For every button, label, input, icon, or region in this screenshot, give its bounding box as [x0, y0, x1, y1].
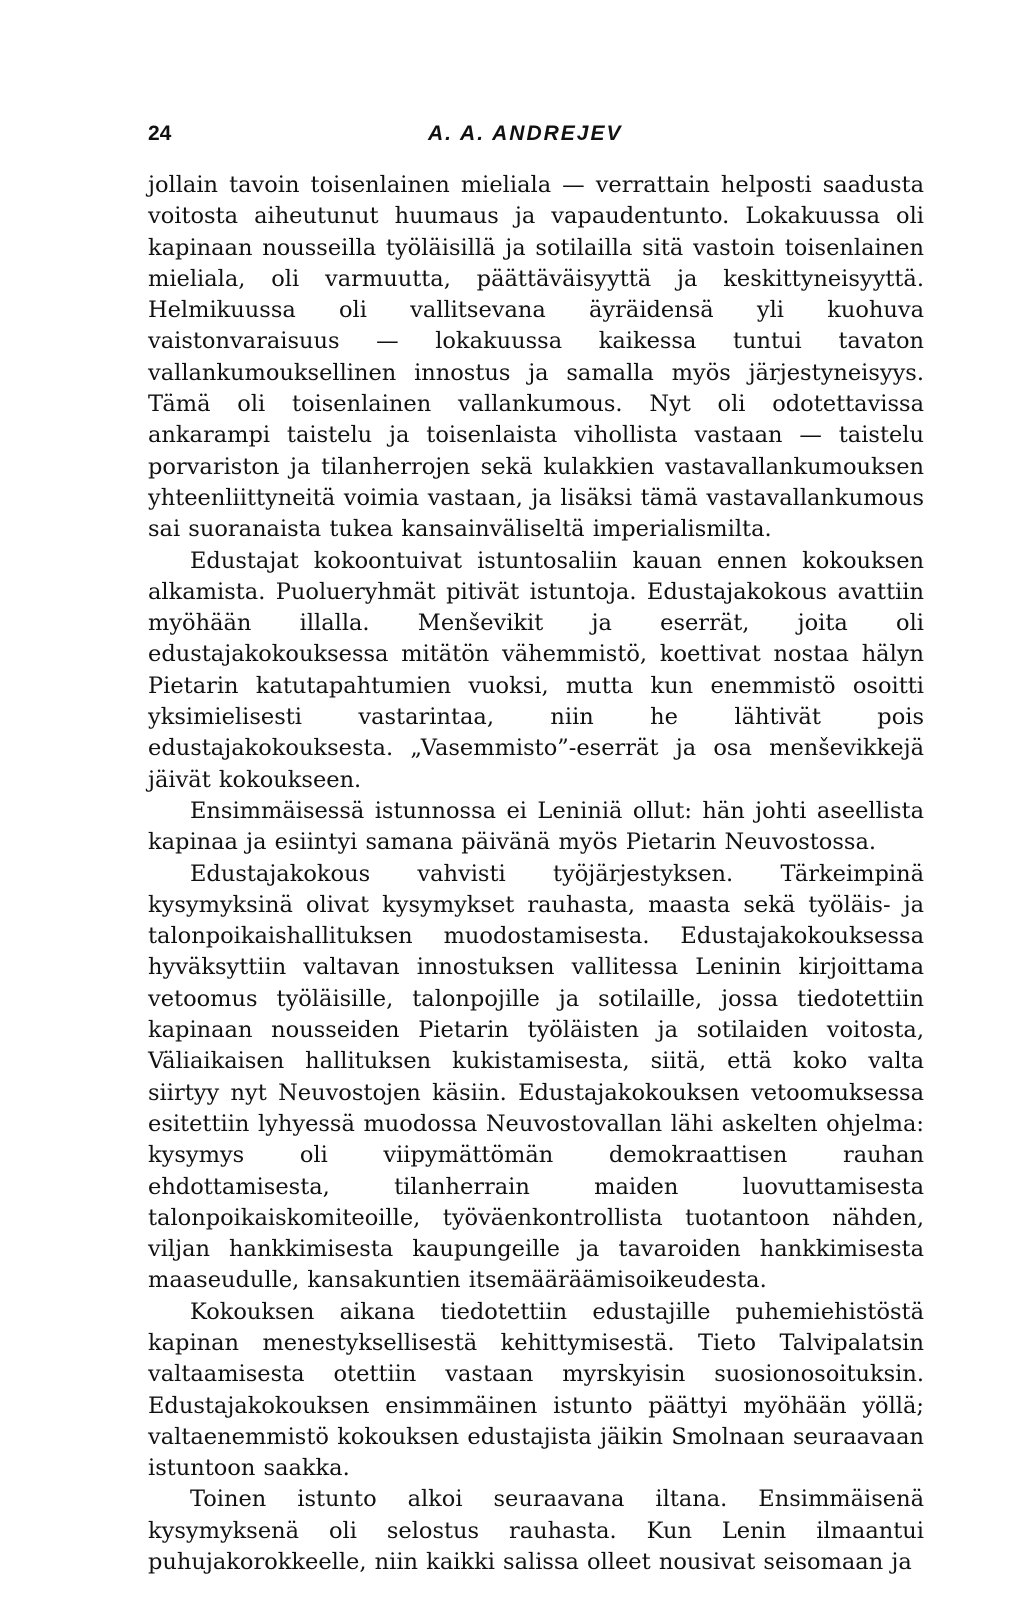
paragraph-3: Ensimmäisessä istunnossa ei Leniniä ollut: hän johti aseellista kapinaa ja esiintyi samana päivänä myös Pietarin Neuvostossa.	[148, 797, 924, 856]
paragraph-5: Kokouksen aikana tiedotettiin edustajille puhemiehistöstä kapinan menestyksellisestä kehittymisestä. Tieto Talvipalatsin valtaamisesta otettiin vastaan myrskyisin suosionosoituksin. Edustajakokouksen ensimmäinen istunto päättyi myöhään yöllä; valtaenemmistö kokouksen edustajista jäikin Smolnaan seuraavaan istuntoon saakka.	[148, 1298, 924, 1482]
body-text	[148, 170, 924, 1578]
book-page	[148, 118, 924, 1578]
running-head-author: A. A. ANDREJEV	[428, 122, 623, 145]
paragraph-2: Edustajat kokoontuivat istuntosaliin kauan ennen kokouksen alkamista. Puolueryhmät pitivät istuntoja. Edustajakokous avattiin myöhään illalla. Menševikit ja eserrät, joita oli edustajakokouksessa mitätön vähemmistö, koettivat nostaa hälyn Pietarin katutapahtumien vuoksi, mutta kun enemmistö osoitti yksimielisesti vastarintaa, niin he lähtivät pois edustajakokouksesta. „Vasemmisto”-eserrät ja osa menševikkejä jäivät kokoukseen.	[148, 547, 924, 793]
paragraph-6: Toinen istunto alkoi seuraavana iltana. Ensimmäisenä kysymyksenä oli selostus rauhasta. Kun Lenin ilmaantui puhujakorokkeelle, niin kaikki salissa olleet nousivat seisomaan ja	[148, 1486, 924, 1576]
paragraph-4: Edustajakokous vahvisti työjärjestyksen. Tärkeimpinä kysymyksinä olivat kysymykset rauhasta, maasta sekä työläis- ja talonpoikaishallituksen muodostamisesta. Edustajakokouksessa hyväksyttiin valtavan innostuksen vallitessa Leninin kirjoittama vetoomus työläisille, talonpojille ja sotilaille, jossa tiedotettiin kapinaan nousseiden Pietarin työläisten ja sotilaiden voitosta, Väliaikaisen hallituksen kukistamisesta, siitä, että koko valta siirtyy nyt Neuvostojen käsiin. Edustajakokouksen vetoomuksessa esitettiin lyhyessä muodossa Neuvostovallan lähi askelten ohjelma: kysymys oli viipymättömän demokraattisen rauhan ehdottamisesta, tilanherrain maiden luovuttamisesta talonpoikaiskomiteoille, työväenkontrollista tuotantoon nähden, viljan hankkimisesta kaupungeille ja tavaroiden hankkimisesta maaseudulle, kansakuntien itsemääräämisoikeudesta.	[148, 860, 924, 1294]
running-head	[148, 118, 924, 158]
page-number: 24	[148, 122, 172, 145]
paragraph-1: jollain tavoin toisenlainen mieliala — verrattain helposti saadusta voitosta aiheutunut huumaus ja vapaudentunto. Lokakuussa oli kapinaan nousseilla työläisillä ja sotilailla sitä vastoin toisenlainen mieliala, oli varmuutta, päättäväisyyttä ja keskittyneisyyttä. Helmikuussa oli vallitsevana äyräidensä yli kuohuva vaistonvaraisuus — lokakuussa kaikessa tuntui tavaton vallankumouksellinen innostus ja samalla myös järjestyneisyys. Tämä oli toisenlainen vallankumous. Nyt oli odotettavissa ankarampi taistelu ja toisenlaista vihollista vastaan — taistelu porvariston ja tilanherrojen sekä kulakkien vastavallankumouksen yhteenliittyneitä voimia vastaan, ja lisäksi tämä vastavallankumous sai suoranaista tukea kansainväliseltä imperialismilta.	[148, 172, 924, 543]
